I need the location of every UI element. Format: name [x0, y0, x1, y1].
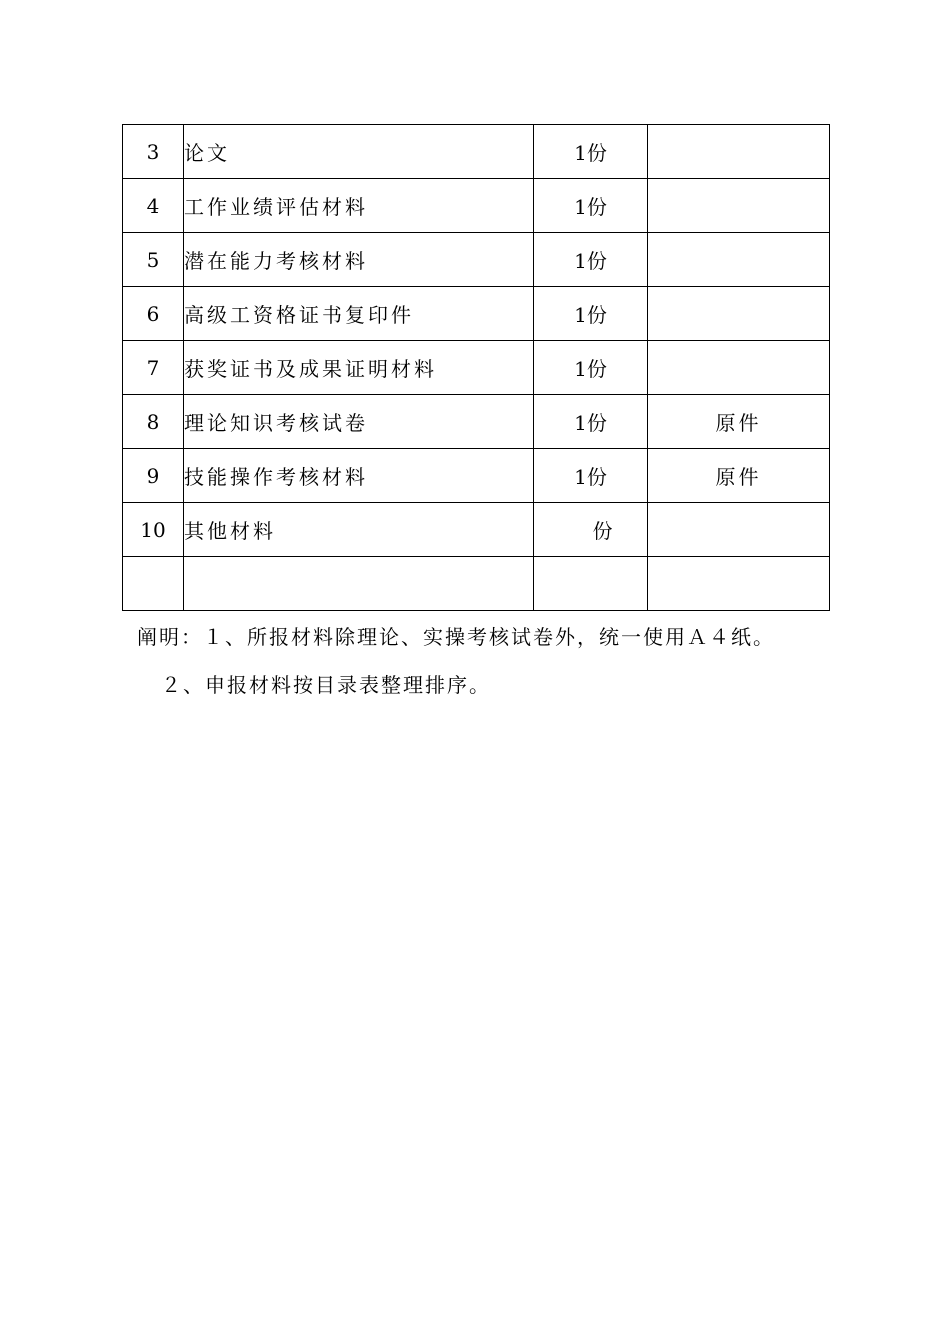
table-row: [123, 125, 830, 179]
material-name: 高级工资格证书复印件: [184, 287, 534, 341]
table-row: [123, 341, 830, 395]
material-name: 工作业绩评估材料: [184, 179, 534, 233]
row-number: 8: [123, 395, 184, 449]
row-number: 5: [123, 233, 184, 287]
material-name: 论文: [184, 125, 534, 179]
row-number: 10: [123, 503, 184, 557]
table-row: [123, 179, 830, 233]
material-note: 原件: [648, 449, 830, 503]
row-number: [123, 557, 184, 611]
material-quantity: 1份: [534, 449, 648, 503]
material-quantity: 份: [534, 503, 648, 557]
material-quantity: [534, 557, 648, 611]
material-name: [184, 557, 534, 611]
material-quantity: 1份: [534, 125, 648, 179]
notes-section: [137, 620, 775, 697]
materials-table: [122, 124, 830, 611]
material-quantity: 1份: [534, 287, 648, 341]
table-row: [123, 233, 830, 287]
table-row: [123, 557, 830, 611]
material-name: 潜在能力考核材料: [184, 233, 534, 287]
material-quantity: 1份: [534, 395, 648, 449]
note-line-2: ２、申报材料按目录表整理排序。: [161, 673, 491, 697]
material-name: 理论知识考核试卷: [184, 395, 534, 449]
table-row: [123, 449, 830, 503]
material-note: 原件: [648, 395, 830, 449]
table-row: [123, 395, 830, 449]
row-number: 3: [123, 125, 184, 179]
note-line-1: 阐明：１、所报材料除理论、实操考核试卷外，统一使用Ａ４纸。: [137, 625, 775, 649]
material-quantity: 1份: [534, 179, 648, 233]
material-note: [648, 125, 830, 179]
material-note: [648, 233, 830, 287]
row-number: 7: [123, 341, 184, 395]
table-row: [123, 287, 830, 341]
row-number: 4: [123, 179, 184, 233]
material-name: 技能操作考核材料: [184, 449, 534, 503]
material-quantity: 1份: [534, 341, 648, 395]
material-note: [648, 557, 830, 611]
table-row: [123, 503, 830, 557]
material-note: [648, 179, 830, 233]
material-quantity: 1份: [534, 233, 648, 287]
row-number: 9: [123, 449, 184, 503]
material-note: [648, 341, 830, 395]
material-name: 获奖证书及成果证明材料: [184, 341, 534, 395]
material-name: 其他材料: [184, 503, 534, 557]
row-number: 6: [123, 287, 184, 341]
material-note: [648, 503, 830, 557]
material-note: [648, 287, 830, 341]
